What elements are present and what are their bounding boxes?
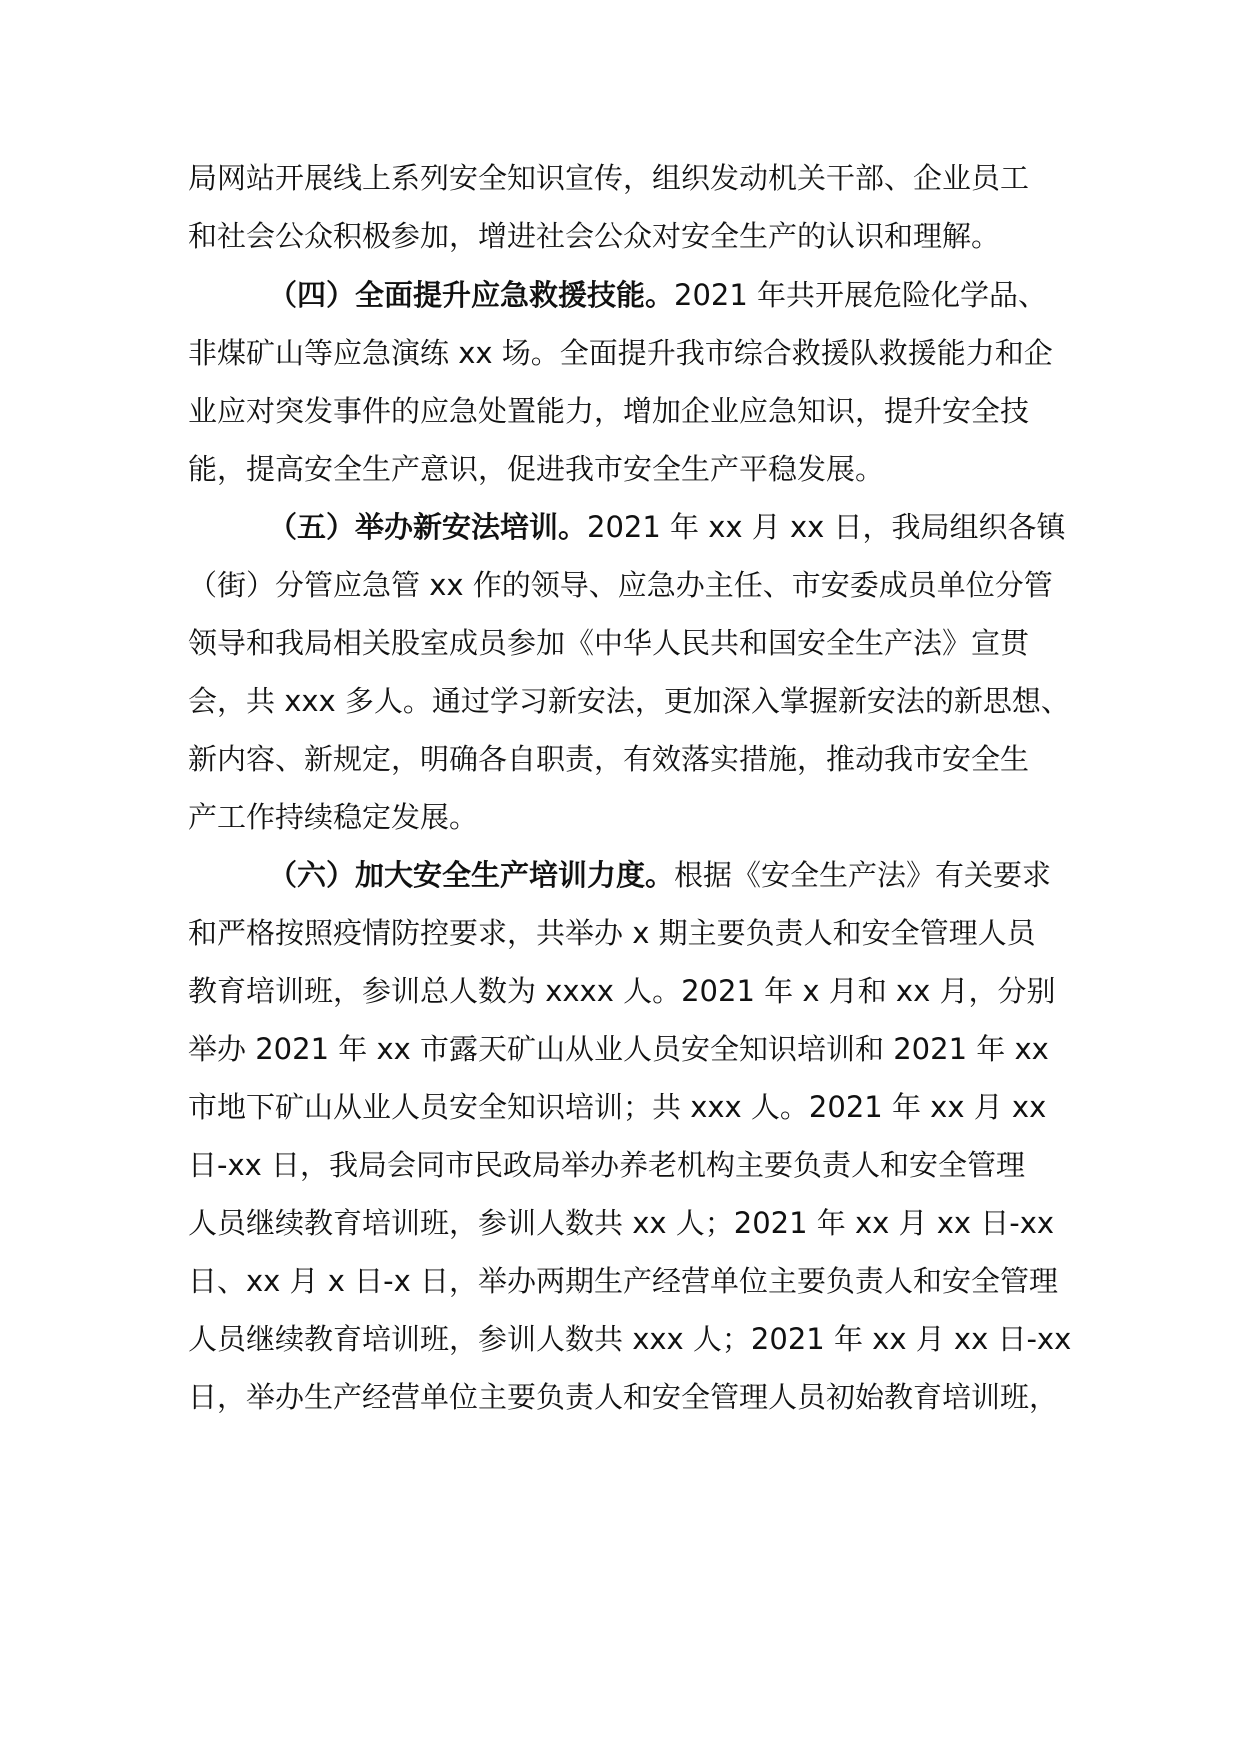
text-line: （街）分管应急管 xx 作的领导、应急办主任、市安委成员单位分管 [188,568,1053,602]
text-line: 新内容、新规定，明确各自职责，有效落实措施，推动我市安全生 [188,742,1030,776]
text-line: 人员继续教育培训班，参训人数共 xx 人；2021 年 xx 月 xx 日-xx [188,1206,1055,1240]
section-heading-6: （六）加大安全生产培训力度。 [268,858,675,892]
paragraph-5-first-line: （五）举办新安法培训。2021 年 xx 月 xx 日，我局组织各镇 [268,510,1066,544]
text-line: 产工作持续稳定发展。 [188,800,479,834]
section-heading-4: （四）全面提升应急救援技能。 [268,278,675,312]
text-line: 日，举办生产经营单位主要负责人和安全管理人员初始教育培训班， [188,1380,1059,1414]
paragraph-4-first-line: （四）全面提升应急救援技能。2021 年共开展危险化学品、 [268,278,1048,312]
text-line: 日-xx 日，我局会同市民政局举办养老机构主要负责人和安全管理 [188,1148,1026,1182]
text-line: 能，提高安全生产意识，促进我市安全生产平稳发展。 [188,452,885,486]
section-heading-5: （五）举办新安法培训。 [268,510,588,544]
paragraph-6-first-line: （六）加大安全生产培训力度。根据《安全生产法》有关要求 [268,858,1052,892]
text-line: 市地下矿山从业人员安全知识培训；共 xxx 人。2021 年 xx 月 xx [188,1090,1047,1124]
text-line: 人员继续教育培训班，参训人数共 xxx 人；2021 年 xx 月 xx 日-xx [188,1322,1072,1356]
text-line: 和严格按照疫情防控要求，共举办 x 期主要负责人和安全管理人员 [188,916,1036,950]
text-line: 举办 2021 年 xx 市露天矿山从业人员安全知识培训和 2021 年 xx [188,1032,1049,1066]
text-line: 和社会公众积极参加，增进社会公众对安全生产的认识和理解。 [188,219,1001,253]
text-line: 非煤矿山等应急演练 xx 场。全面提升我市综合救援队救援能力和企 [188,336,1053,370]
text-line: 领导和我局相关股室成员参加《中华人民共和国安全生产法》宣贯 [188,626,1030,660]
text-line: 业应对突发事件的应急处置能力，增加企业应急知识，提升安全技 [188,394,1030,428]
text-line: 教育培训班，参训总人数为 xxxx 人。2021 年 x 月和 xx 月，分别 [188,974,1056,1008]
text-line: 日、xx 月 x 日-x 日，举办两期生产经营单位主要负责人和安全管理 [188,1264,1058,1298]
text-line: 局网站开展线上系列安全知识宣传，组织发动机关干部、企业员工 [188,161,1030,195]
text-line: 会，共 xxx 多人。通过学习新安法，更加深入掌握新安法的新思想、 [188,684,1070,718]
